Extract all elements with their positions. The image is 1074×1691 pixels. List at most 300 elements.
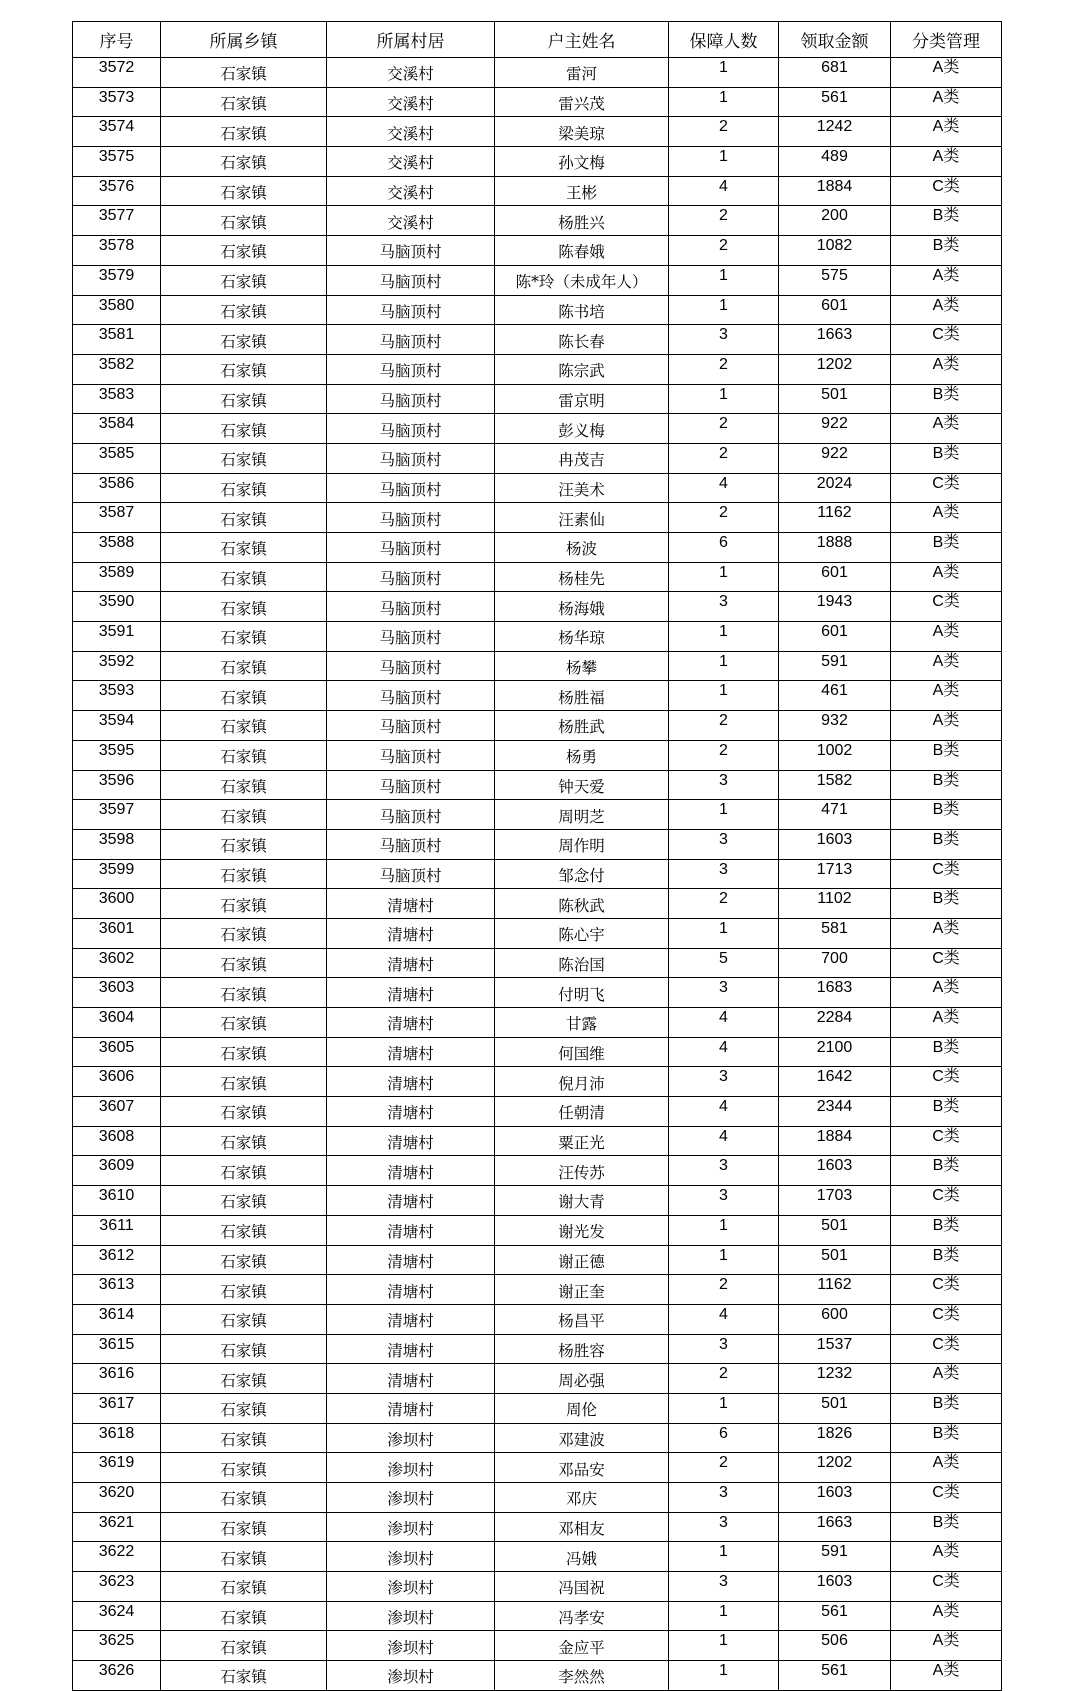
householder-cell: 雷兴茂 (495, 87, 669, 117)
householder-cell: 杨胜容 (495, 1334, 669, 1364)
township-cell: 石家镇 (161, 1037, 327, 1067)
table-row (73, 295, 1002, 325)
persons-cell: 1 (669, 562, 779, 592)
category-cell: B类 (891, 800, 1002, 830)
householder-cell: 杨攀 (495, 651, 669, 681)
persons-cell: 2 (669, 740, 779, 770)
householder-cell: 谢光发 (495, 1215, 669, 1245)
persons-cell: 1 (669, 1542, 779, 1572)
category-cell: A类 (891, 117, 1002, 147)
table-row (73, 622, 1002, 652)
persons-cell: 3 (669, 770, 779, 800)
table-row (73, 1275, 1002, 1305)
village-cell: 马脑顶村 (327, 354, 495, 384)
village-cell: 交溪村 (327, 58, 495, 88)
table-row (73, 384, 1002, 414)
table-row (73, 1037, 1002, 1067)
householder-cell: 金应平 (495, 1631, 669, 1661)
table-row (73, 918, 1002, 948)
householder-cell: 周明芝 (495, 800, 669, 830)
village-cell: 交溪村 (327, 206, 495, 236)
amount-cell: 501 (779, 384, 891, 414)
serial-cell: 3581 (73, 325, 161, 355)
serial-cell: 3613 (73, 1275, 161, 1305)
serial-cell: 3606 (73, 1067, 161, 1097)
category-cell: A类 (891, 414, 1002, 444)
township-cell: 石家镇 (161, 562, 327, 592)
table-row (73, 1601, 1002, 1631)
persons-cell: 4 (669, 473, 779, 503)
serial-cell: 3575 (73, 147, 161, 177)
amount-cell: 1713 (779, 859, 891, 889)
village-cell: 清塘村 (327, 1245, 495, 1275)
amount-cell: 561 (779, 87, 891, 117)
serial-cell: 3580 (73, 295, 161, 325)
township-cell: 石家镇 (161, 1601, 327, 1631)
table-row (73, 770, 1002, 800)
table-row (73, 503, 1002, 533)
householder-cell: 何国维 (495, 1037, 669, 1067)
amount-cell: 1202 (779, 354, 891, 384)
category-cell: B类 (891, 889, 1002, 919)
amount-cell: 1603 (779, 1156, 891, 1186)
table-row (73, 1661, 1002, 1691)
persons-cell: 3 (669, 859, 779, 889)
village-cell: 渗坝村 (327, 1661, 495, 1691)
amount-cell: 1242 (779, 117, 891, 147)
township-cell: 石家镇 (161, 87, 327, 117)
village-cell: 马脑顶村 (327, 592, 495, 622)
householder-cell: 周作明 (495, 829, 669, 859)
table-row (73, 443, 1002, 473)
category-cell: B类 (891, 206, 1002, 236)
serial-cell: 3614 (73, 1304, 161, 1334)
amount-cell: 681 (779, 58, 891, 88)
table-row (73, 1453, 1002, 1483)
category-cell: B类 (891, 740, 1002, 770)
township-cell: 石家镇 (161, 1542, 327, 1572)
householder-cell: 杨海娥 (495, 592, 669, 622)
category-cell: B类 (891, 236, 1002, 266)
table-row (73, 206, 1002, 236)
village-cell: 清塘村 (327, 1304, 495, 1334)
township-cell: 石家镇 (161, 859, 327, 889)
category-cell: A类 (891, 265, 1002, 295)
householder-cell: 杨桂先 (495, 562, 669, 592)
persons-cell: 3 (669, 829, 779, 859)
persons-cell: 2 (669, 503, 779, 533)
serial-cell: 3592 (73, 651, 161, 681)
householder-cell: 汪美术 (495, 473, 669, 503)
table-row (73, 592, 1002, 622)
category-cell: C类 (891, 325, 1002, 355)
category-cell: A类 (891, 681, 1002, 711)
table-row (73, 1483, 1002, 1513)
table-row (73, 978, 1002, 1008)
persons-cell: 1 (669, 1393, 779, 1423)
village-cell: 马脑顶村 (327, 562, 495, 592)
village-cell: 马脑顶村 (327, 651, 495, 681)
township-cell: 石家镇 (161, 622, 327, 652)
village-cell: 马脑顶村 (327, 829, 495, 859)
category-cell: A类 (891, 711, 1002, 741)
persons-cell: 2 (669, 889, 779, 919)
householder-cell: 钟天爱 (495, 770, 669, 800)
village-cell: 渗坝村 (327, 1572, 495, 1602)
category-cell: C类 (891, 473, 1002, 503)
village-cell: 清塘村 (327, 1156, 495, 1186)
householder-cell: 梁美琼 (495, 117, 669, 147)
village-cell: 清塘村 (327, 1186, 495, 1216)
serial-cell: 3584 (73, 414, 161, 444)
village-cell: 马脑顶村 (327, 622, 495, 652)
serial-cell: 3597 (73, 800, 161, 830)
village-cell: 交溪村 (327, 147, 495, 177)
householder-cell: 汪素仙 (495, 503, 669, 533)
amount-cell: 601 (779, 622, 891, 652)
category-cell: B类 (891, 1156, 1002, 1186)
category-cell: A类 (891, 295, 1002, 325)
category-cell: A类 (891, 978, 1002, 1008)
serial-cell: 3573 (73, 87, 161, 117)
township-cell: 石家镇 (161, 800, 327, 830)
table-row (73, 681, 1002, 711)
serial-cell: 3612 (73, 1245, 161, 1275)
persons-cell: 2 (669, 236, 779, 266)
col-header-householder: 户主姓名 (495, 22, 669, 58)
township-cell: 石家镇 (161, 503, 327, 533)
table-row (73, 562, 1002, 592)
table-row (73, 414, 1002, 444)
householder-cell: 陈秋武 (495, 889, 669, 919)
persons-cell: 5 (669, 948, 779, 978)
amount-cell: 561 (779, 1601, 891, 1631)
amount-cell: 1202 (779, 1453, 891, 1483)
village-cell: 交溪村 (327, 176, 495, 206)
householder-cell: 杨昌平 (495, 1304, 669, 1334)
village-cell: 马脑顶村 (327, 740, 495, 770)
serial-cell: 3622 (73, 1542, 161, 1572)
amount-cell: 1683 (779, 978, 891, 1008)
category-cell: C类 (891, 1572, 1002, 1602)
householder-cell: 甘露 (495, 1008, 669, 1038)
township-cell: 石家镇 (161, 1364, 327, 1394)
category-cell: B类 (891, 829, 1002, 859)
village-cell: 马脑顶村 (327, 473, 495, 503)
amount-cell: 700 (779, 948, 891, 978)
township-cell: 石家镇 (161, 1453, 327, 1483)
township-cell: 石家镇 (161, 651, 327, 681)
serial-cell: 3616 (73, 1364, 161, 1394)
persons-cell: 3 (669, 592, 779, 622)
amount-cell: 1102 (779, 889, 891, 919)
amount-cell: 489 (779, 147, 891, 177)
serial-cell: 3585 (73, 443, 161, 473)
persons-cell: 1 (669, 651, 779, 681)
persons-cell: 1 (669, 1215, 779, 1245)
serial-cell: 3605 (73, 1037, 161, 1067)
serial-cell: 3598 (73, 829, 161, 859)
serial-cell: 3594 (73, 711, 161, 741)
amount-cell: 591 (779, 1542, 891, 1572)
category-cell: C类 (891, 176, 1002, 206)
serial-cell: 3619 (73, 1453, 161, 1483)
serial-cell: 3603 (73, 978, 161, 1008)
householder-cell: 粟正光 (495, 1126, 669, 1156)
category-cell: C类 (891, 1067, 1002, 1097)
amount-cell: 1603 (779, 829, 891, 859)
village-cell: 渗坝村 (327, 1631, 495, 1661)
township-cell: 石家镇 (161, 473, 327, 503)
category-cell: B类 (891, 770, 1002, 800)
village-cell: 清塘村 (327, 1067, 495, 1097)
category-cell: A类 (891, 87, 1002, 117)
amount-cell: 501 (779, 1245, 891, 1275)
persons-cell: 6 (669, 1423, 779, 1453)
householder-cell: 王彬 (495, 176, 669, 206)
householder-cell: 杨胜兴 (495, 206, 669, 236)
category-cell: A类 (891, 1453, 1002, 1483)
township-cell: 石家镇 (161, 354, 327, 384)
amount-cell: 1826 (779, 1423, 891, 1453)
category-cell: A类 (891, 622, 1002, 652)
village-cell: 渗坝村 (327, 1423, 495, 1453)
table-row (73, 236, 1002, 266)
persons-cell: 2 (669, 1364, 779, 1394)
amount-cell: 1642 (779, 1067, 891, 1097)
table-body (73, 58, 1002, 1691)
householder-cell: 雷京明 (495, 384, 669, 414)
amount-cell: 922 (779, 414, 891, 444)
category-cell: C类 (891, 1126, 1002, 1156)
persons-cell: 2 (669, 414, 779, 444)
householder-cell: 陈*玲（未成年人） (495, 265, 669, 295)
category-cell: A类 (891, 1661, 1002, 1691)
township-cell: 石家镇 (161, 1126, 327, 1156)
table-row (73, 1423, 1002, 1453)
township-cell: 石家镇 (161, 740, 327, 770)
persons-cell: 1 (669, 1661, 779, 1691)
village-cell: 交溪村 (327, 117, 495, 147)
township-cell: 石家镇 (161, 58, 327, 88)
amount-cell: 1162 (779, 503, 891, 533)
village-cell: 清塘村 (327, 1037, 495, 1067)
table-row (73, 325, 1002, 355)
township-cell: 石家镇 (161, 829, 327, 859)
township-cell: 石家镇 (161, 889, 327, 919)
village-cell: 清塘村 (327, 918, 495, 948)
village-cell: 马脑顶村 (327, 681, 495, 711)
township-cell: 石家镇 (161, 295, 327, 325)
householder-cell: 谢正德 (495, 1245, 669, 1275)
village-cell: 清塘村 (327, 1008, 495, 1038)
township-cell: 石家镇 (161, 1067, 327, 1097)
serial-cell: 3610 (73, 1186, 161, 1216)
amount-cell: 1943 (779, 592, 891, 622)
amount-cell: 601 (779, 295, 891, 325)
village-cell: 马脑顶村 (327, 503, 495, 533)
householder-cell: 邹念付 (495, 859, 669, 889)
serial-cell: 3609 (73, 1156, 161, 1186)
township-cell: 石家镇 (161, 1423, 327, 1453)
table-row (73, 1304, 1002, 1334)
householder-cell: 陈春娥 (495, 236, 669, 266)
householder-cell: 陈书培 (495, 295, 669, 325)
persons-cell: 1 (669, 800, 779, 830)
category-cell: B类 (891, 1245, 1002, 1275)
category-cell: C类 (891, 948, 1002, 978)
persons-cell: 1 (669, 295, 779, 325)
header-row (73, 22, 1002, 58)
village-cell: 渗坝村 (327, 1542, 495, 1572)
township-cell: 石家镇 (161, 1097, 327, 1127)
table-row (73, 176, 1002, 206)
village-cell: 渗坝村 (327, 1483, 495, 1513)
category-cell: C类 (891, 859, 1002, 889)
amount-cell: 501 (779, 1393, 891, 1423)
table-row (73, 859, 1002, 889)
township-cell: 石家镇 (161, 948, 327, 978)
amount-cell: 1002 (779, 740, 891, 770)
township-cell: 石家镇 (161, 384, 327, 414)
village-cell: 清塘村 (327, 978, 495, 1008)
category-cell: B类 (891, 1423, 1002, 1453)
serial-cell: 3602 (73, 948, 161, 978)
householder-cell: 冯孝安 (495, 1601, 669, 1631)
householder-cell: 李然然 (495, 1661, 669, 1691)
col-header-village: 所属村居 (327, 22, 495, 58)
category-cell: C类 (891, 592, 1002, 622)
persons-cell: 4 (669, 1008, 779, 1038)
amount-cell: 2100 (779, 1037, 891, 1067)
table-row (73, 800, 1002, 830)
householder-cell: 邓庆 (495, 1483, 669, 1513)
persons-cell: 3 (669, 1483, 779, 1513)
category-cell: A类 (891, 58, 1002, 88)
table-row (73, 1097, 1002, 1127)
col-header-township: 所属乡镇 (161, 22, 327, 58)
village-cell: 渗坝村 (327, 1601, 495, 1631)
township-cell: 石家镇 (161, 592, 327, 622)
township-cell: 石家镇 (161, 1245, 327, 1275)
persons-cell: 2 (669, 443, 779, 473)
table-row (73, 1186, 1002, 1216)
table-row (73, 1156, 1002, 1186)
persons-cell: 4 (669, 1126, 779, 1156)
township-cell: 石家镇 (161, 1661, 327, 1691)
village-cell: 马脑顶村 (327, 265, 495, 295)
persons-cell: 4 (669, 1097, 779, 1127)
table-row (73, 533, 1002, 563)
householder-cell: 付明飞 (495, 978, 669, 1008)
village-cell: 清塘村 (327, 1275, 495, 1305)
householder-cell: 雷河 (495, 58, 669, 88)
table-row (73, 265, 1002, 295)
table-row (73, 87, 1002, 117)
amount-cell: 1884 (779, 1126, 891, 1156)
serial-cell: 3587 (73, 503, 161, 533)
amount-cell: 932 (779, 711, 891, 741)
serial-cell: 3615 (73, 1334, 161, 1364)
amount-cell: 1703 (779, 1186, 891, 1216)
category-cell: B类 (891, 1393, 1002, 1423)
amount-cell: 2344 (779, 1097, 891, 1127)
serial-cell: 3617 (73, 1393, 161, 1423)
householder-cell: 陈治国 (495, 948, 669, 978)
table-row (73, 1393, 1002, 1423)
category-cell: A类 (891, 651, 1002, 681)
amount-cell: 1888 (779, 533, 891, 563)
village-cell: 清塘村 (327, 889, 495, 919)
persons-cell: 1 (669, 1631, 779, 1661)
amount-cell: 1603 (779, 1483, 891, 1513)
persons-cell: 3 (669, 1572, 779, 1602)
persons-cell: 2 (669, 1453, 779, 1483)
persons-cell: 1 (669, 147, 779, 177)
township-cell: 石家镇 (161, 147, 327, 177)
category-cell: C类 (891, 1304, 1002, 1334)
amount-cell: 2284 (779, 1008, 891, 1038)
amount-cell: 2024 (779, 473, 891, 503)
category-cell: A类 (891, 503, 1002, 533)
village-cell: 清塘村 (327, 1126, 495, 1156)
serial-cell: 3618 (73, 1423, 161, 1453)
persons-cell: 3 (669, 1067, 779, 1097)
householder-cell: 杨波 (495, 533, 669, 563)
amount-cell: 1537 (779, 1334, 891, 1364)
township-cell: 石家镇 (161, 681, 327, 711)
table-row (73, 147, 1002, 177)
persons-cell: 2 (669, 117, 779, 147)
village-cell: 马脑顶村 (327, 800, 495, 830)
township-cell: 石家镇 (161, 1008, 327, 1038)
category-cell: A类 (891, 354, 1002, 384)
village-cell: 马脑顶村 (327, 859, 495, 889)
category-cell: B类 (891, 384, 1002, 414)
table-row (73, 1631, 1002, 1661)
village-cell: 马脑顶村 (327, 236, 495, 266)
serial-cell: 3623 (73, 1572, 161, 1602)
table-row (73, 740, 1002, 770)
persons-cell: 2 (669, 1275, 779, 1305)
householder-cell: 孙文梅 (495, 147, 669, 177)
amount-cell: 1162 (779, 1275, 891, 1305)
category-cell: A类 (891, 1008, 1002, 1038)
col-header-category: 分类管理 (891, 22, 1002, 58)
category-cell: A类 (891, 1601, 1002, 1631)
table-row (73, 1008, 1002, 1038)
township-cell: 石家镇 (161, 1304, 327, 1334)
amount-cell: 501 (779, 1215, 891, 1245)
persons-cell: 2 (669, 206, 779, 236)
township-cell: 石家镇 (161, 117, 327, 147)
serial-cell: 3588 (73, 533, 161, 563)
table-row (73, 1512, 1002, 1542)
category-cell: B类 (891, 1215, 1002, 1245)
serial-cell: 3625 (73, 1631, 161, 1661)
householder-cell: 冉茂吉 (495, 443, 669, 473)
table-row (73, 651, 1002, 681)
category-cell: C类 (891, 1186, 1002, 1216)
amount-cell: 1663 (779, 1512, 891, 1542)
table-row (73, 354, 1002, 384)
table-row (73, 1542, 1002, 1572)
township-cell: 石家镇 (161, 1275, 327, 1305)
serial-cell: 3595 (73, 740, 161, 770)
serial-cell: 3590 (73, 592, 161, 622)
householder-cell: 汪传苏 (495, 1156, 669, 1186)
village-cell: 马脑顶村 (327, 384, 495, 414)
